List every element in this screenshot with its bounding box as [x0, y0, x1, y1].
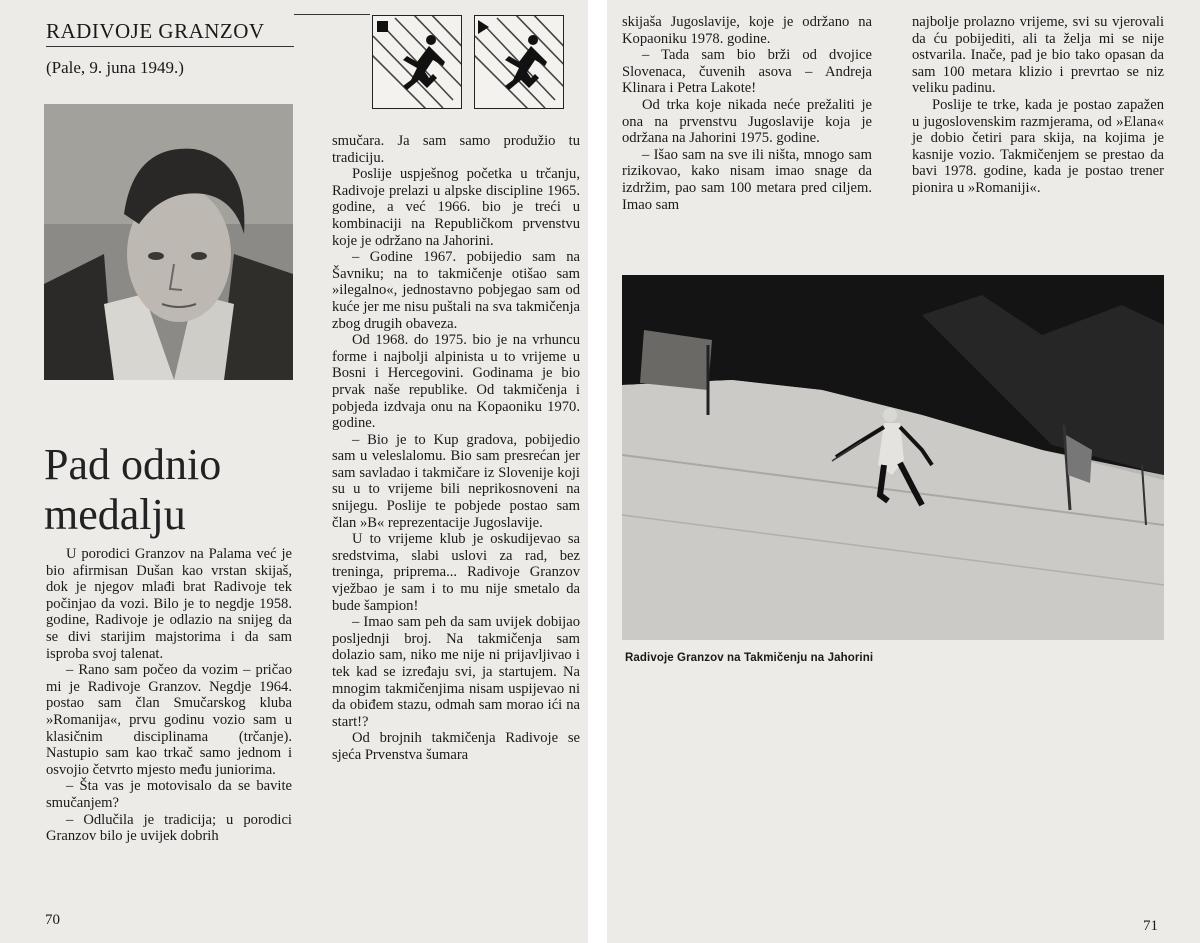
- page-gutter: [588, 0, 607, 943]
- header-rule: [294, 14, 370, 15]
- paragraph: Od trka koje nikada neće prežaliti je ona na prvenstvu Jugoslavije koja je održana na Jahorini 1975. godine.: [622, 96, 872, 147]
- paragraph: Od brojnih takmičenja Radivoje se sjeća Prvenstva šumara: [332, 730, 580, 763]
- paragraph: – Šta vas je motovisalo da se bavite smučanjem?: [46, 778, 292, 811]
- paragraph: U porodici Granzov na Palama već je bio afirmisan Dušan kao vrstan skijaš, dok je njegov mlađi brat Radivoje tek počinjao da vozi. Bilo je to negdje 1958. godine, Radivoje je odlazio na snijeg da se divi starijim majstorima i da sam isproba svoj talenat.: [46, 546, 292, 662]
- photo-caption: Radivoje Granzov na Takmičenju na Jahorini: [625, 652, 874, 664]
- left-column-2: [332, 133, 580, 764]
- article-headline: [44, 440, 221, 540]
- headline-line-1: Pad odnio: [44, 440, 222, 489]
- paragraph: – Imao sam peh da sam uvijek dobijao posljednji broj. Na takmičenja sam dolazio sam, niko me nije ni prijavljivao i tek kad se izređaju svi, ja startujem. Na mnogim takmičenjima nisam uspijevao ni da obiđem stazu, odmah sam morao ići na start!?: [332, 614, 580, 730]
- paragraph: – Odlučila je tradicija; u porodici Granzov bilo je uvijek dobrih: [46, 811, 292, 845]
- page-number: 70: [45, 912, 60, 928]
- paragraph: smučara. Ja sam samo produžio tu tradiciju.: [332, 133, 580, 166]
- paragraph: skijaša Jugoslavije, koje je održano na Kopaoniku 1978. godine.: [622, 14, 872, 47]
- paragraph: – Godine 1967. pobijedio sam na Šavniku; na to takmičenje otišao sam »ilegalno«, jednostavno pobjegao sam od kuće jer me nisu puštali na sva takmičenja zbog drugih obaveza.: [332, 249, 580, 332]
- right-column-2: [912, 14, 1164, 197]
- page-number: 71: [1143, 918, 1158, 934]
- skier-pictogram-icon: [372, 15, 462, 109]
- skier-pictogram-icon: [474, 15, 564, 109]
- paragraph: – Bio je to Kup gradova, pobijedio sam u veleslalomu. Bio sam presrećan jer sam savladao i takmičare iz Slovenije koji su u to vrijeme bili neprikosnoveni na snijegu. Poslije te pobjede postao sam član »B« reprezentacije Jugoslavije.: [332, 431, 580, 531]
- paragraph: – Išao sam na sve ili ništa, mnogo sam rizikovao, kako nisam imao snage da izdržim, pao sam 100 metara pred ciljem. Imao sam: [622, 146, 872, 213]
- athlete-name-heading: RADIVOJE GRANZOV: [46, 19, 294, 47]
- paragraph: – Rano sam počeo da vozim – pričao mi je Radivoje Granzov. Negdje 1964. postao sam član Smučarskog kluba »Romanija«, prvu godinu vozio sam u klasičnim disciplinama (trčanje). Nastupio sam kao trkač samo jednom i osvojio četvrto mjesto među juniorima.: [46, 662, 292, 778]
- right-column-1: [622, 14, 872, 213]
- paragraph: – Tada sam bio brži od dvojice Slovenaca, čuvenih asova – Andreja Klinara i Petra Lakote!: [622, 47, 872, 97]
- left-page: [0, 0, 588, 943]
- paragraph: Poslije uspješnog početka u trčanju, Radivoje prelazi u alpske discipline 1965. godine, a već 1966. bio je treći u kombinaciji na Republičkom prvenstvu koje je održano na Jahorini.: [332, 166, 580, 249]
- birth-info: (Pale, 9. juna 1949.): [46, 58, 184, 77]
- ski-race-photo: [622, 275, 1164, 640]
- headline-line-2: medalju: [44, 490, 186, 539]
- paragraph: najbolje prolazno vrijeme, svi su vjerovali da ću pobijediti, ali ta želja mi se nije ostvarila. Inače, pad je bio tako opasan da sam 100 metara klizio i prevrtao se niz veliku padinu.: [912, 14, 1164, 97]
- portrait-photo: [44, 104, 293, 380]
- paragraph: U to vrijeme klub je oskudijevao sa sredstvima, slabi uslovi za rad, bez treninga, priprema... Radivoje Granzov vježbao je sam i to mu nije smetalo da bude šampion!: [332, 531, 580, 614]
- paragraph: Poslije te trke, kada je postao zapažen u jugoslovenskim razmjerama, od »Elana« je dobio četiri para skija, na kojima je kasnije vozio. Takmičenjem se prestao da bavi 1978. godine, kada je postao trener pionira u »Romaniji«.: [912, 96, 1164, 196]
- left-column-1: [46, 546, 292, 845]
- paragraph: Od 1968. do 1975. bio je na vrhuncu forme i najbolji alpinista u to vrijeme u Bosni i Hercegovini. Godinama je bio prvak naše republike. Od takmičenja i pobjeda izdvaja onu na Kopaoniku 1970. godine.: [332, 332, 580, 432]
